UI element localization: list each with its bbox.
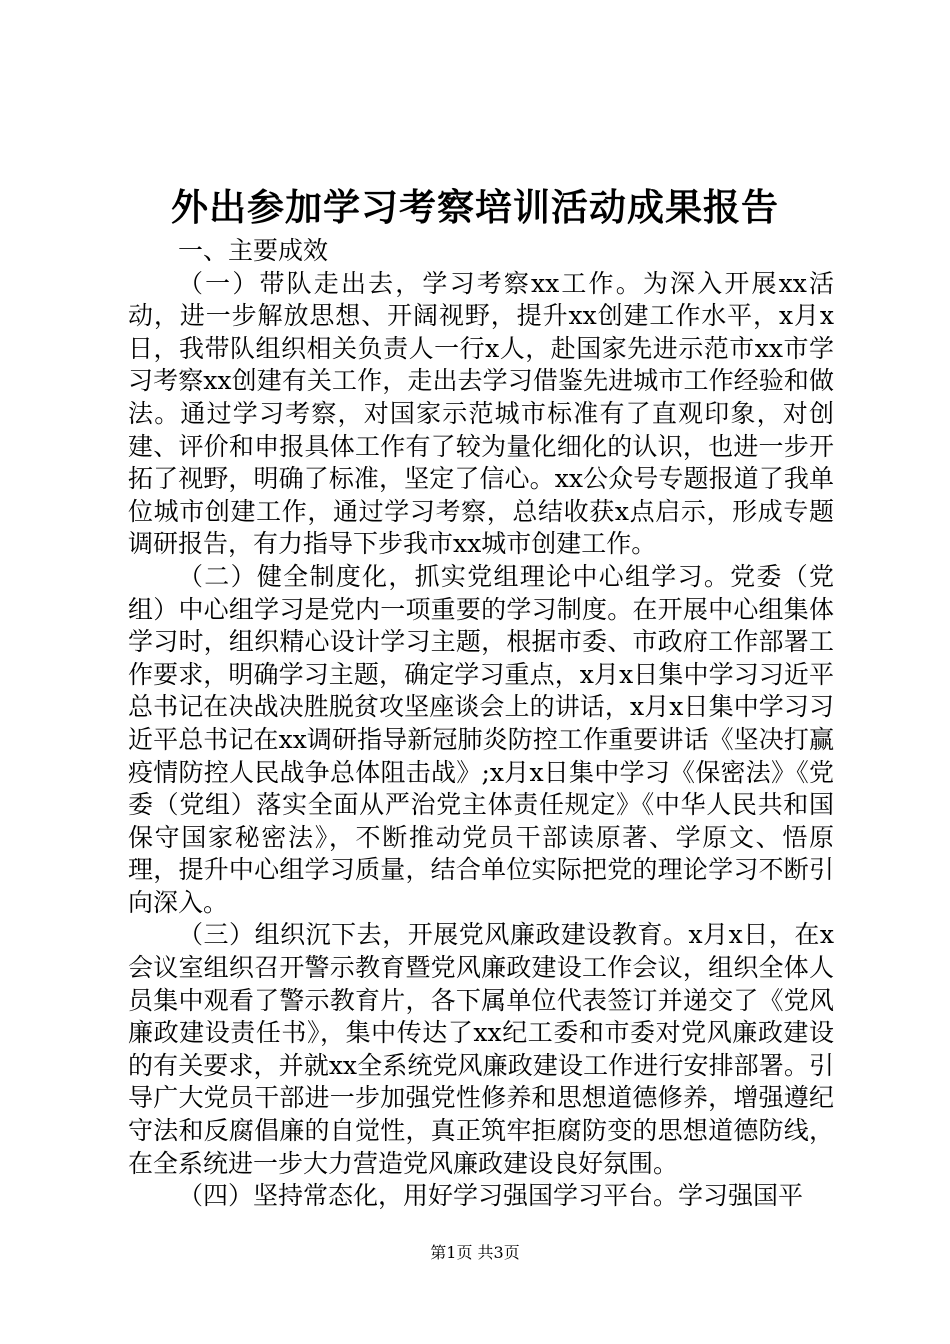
paragraph-3: （三）组织沉下去，开展党风廉政建设教育。x月x日，在x会议室组织召开警示教育暨党风廉政建设工作会议，组织全体人员集中观看了警示教育片，各下属单位代表签订并递交了《党风廉政建设责任书》，集中传达了xx纪工委和市委对党风廉政建设的有关要求，并就xx全系统党风廉政建设工作进行安排部署。引导广大党员干部进一步加强党性修养和思想道德修养，增强遵纪守法和反腐倡廉的自觉性，真正筑牢拒腐防变的思想道德防线，在全系统进一步大力营造党风廉政建设良好氛围。 <box>128 920 834 1178</box>
document-title: 外出参加学习考察培训活动成果报告 <box>171 185 779 229</box>
paragraph-1: （一）带队走出去，学习考察xx工作。为深入开展xx活动，进一步解放思想、开阔视野，提升xx创建工作水平，x月x日，我带队组织相关负责人一行x人，赴国家先进示范市xx市学习考察xx创建有关工作，走出去学习借鉴先进城市工作经验和做法。通过学习考察，对国家示范城市标准有了直观印象，对创建、评价和申报具体工作有了较为量化细化的认识，也进一步开拓了视野，明确了标准，坚定了信心。xx公众号专题报道了我单位城市创建工作，通过学习考察，总结收获x点启示，形成专题调研报告，有力指导下步我市xx城市创建工作。 <box>128 268 834 559</box>
document-body <box>128 235 834 1213</box>
page-number-footer: 第1页 共3页 <box>430 1243 520 1262</box>
section-heading: 一、主要成效 <box>178 236 329 265</box>
paragraph-2: （二）健全制度化，抓实党组理论中心组学习。党委（党组）中心组学习是党内一项重要的学习制度。在开展中心组集体学习时，组织精心设计学习主题，根据市委、市政府工作部署工作要求，明确学习主题，确定学习重点，x月x日集中学习习近平总书记在决战决胜脱贫攻坚座谈会上的讲话，x月x日集中学习习近平总书记在xx调研指导新冠肺炎防控工作重要讲话《坚决打赢疫情防控人民战争总体阻击战》;x月x日集中学习《保密法》《党委（党组）落实全面从严治党主体责任规定》《中华人民共和国保守国家秘密法》，不断推动党员干部读原著、学原文、悟原理，提升中心组学习质量，结合单位实际把党的理论学习不断引向深入。 <box>128 561 834 917</box>
paragraph-4: （四）坚持常态化，用好学习强国学习平台。学习强国平 <box>178 1181 804 1211</box>
